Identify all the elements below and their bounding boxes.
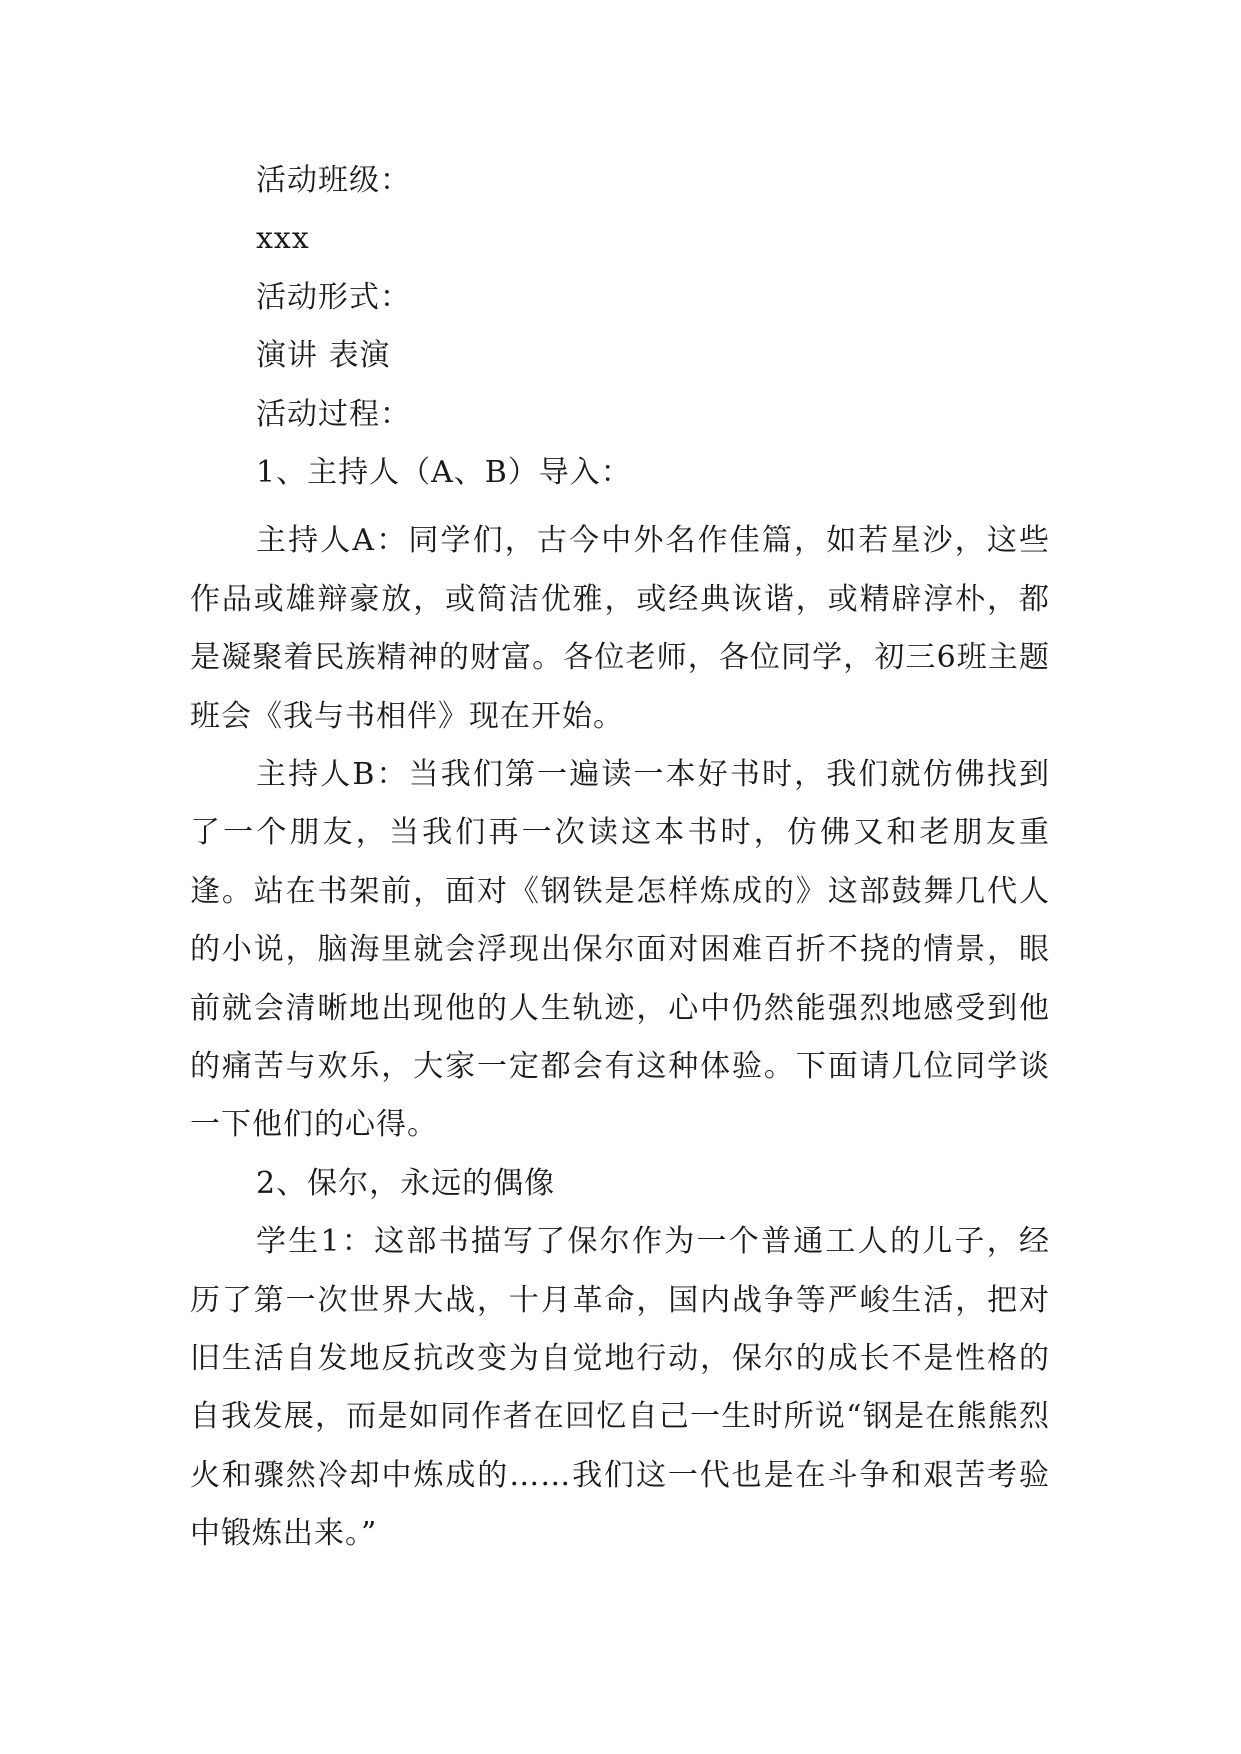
activity-form-label: 活动形式： (256, 279, 411, 315)
student-1-paragraph: 学生1：这部书描写了保尔作为一个普通工人的儿子，经历了第一次世界大战，十月革命，国内战争等严峻生活，把对旧生活自发地反抗改变为自觉地行动，保尔的成长不是性格的自我发展，而是如同作者在回忆自己一生时所说“钢是在熊熊烈火和骤然冷却中炼成的……我们这一代也是在斗争和艰苦考验中锻炼出来。” (190, 1224, 1050, 1552)
host-b-paragraph: 主持人B：当我们第一遍读一本好书时，我们就仿佛找到了一个朋友，当我们再一次读这本书时，仿佛又和老朋友重逢。站在书架前，面对《钢铁是怎样炼成的》这部鼓舞几代人的小说，脑海里就会浮现出保尔面对困难百折不挠的情景，眼前就会清晰地出现他的人生轨迹，心中仍然能强烈地感受到他的痛苦与欢乐，大家一定都会有这种体验。下面请几位同学谈一下他们的心得。 (190, 756, 1050, 1143)
activity-process-label: 活动过程： (256, 396, 411, 432)
document-body (190, 162, 1050, 1564)
activity-class-label: 活动班级： (256, 163, 411, 198)
activity-class-value: xxx (256, 221, 310, 257)
host-a-paragraph: 主持人A：同学们，古今中外名作佳篇，如若星沙，这些作品或雄辩豪放，或简洁优雅，或经典诙谐，或精辟淳朴，都是凝聚着民族精神的财富。各位老师，各位同学，初三6班主题班会《我与书相伴》现在开始。 (190, 523, 1050, 734)
section-2-heading: 2、保尔，永远的偶像 (256, 1165, 556, 1201)
section-1-heading: 1、主持人（A、B）导入： (256, 454, 632, 490)
activity-form-value: 演讲 表演 (256, 338, 391, 374)
